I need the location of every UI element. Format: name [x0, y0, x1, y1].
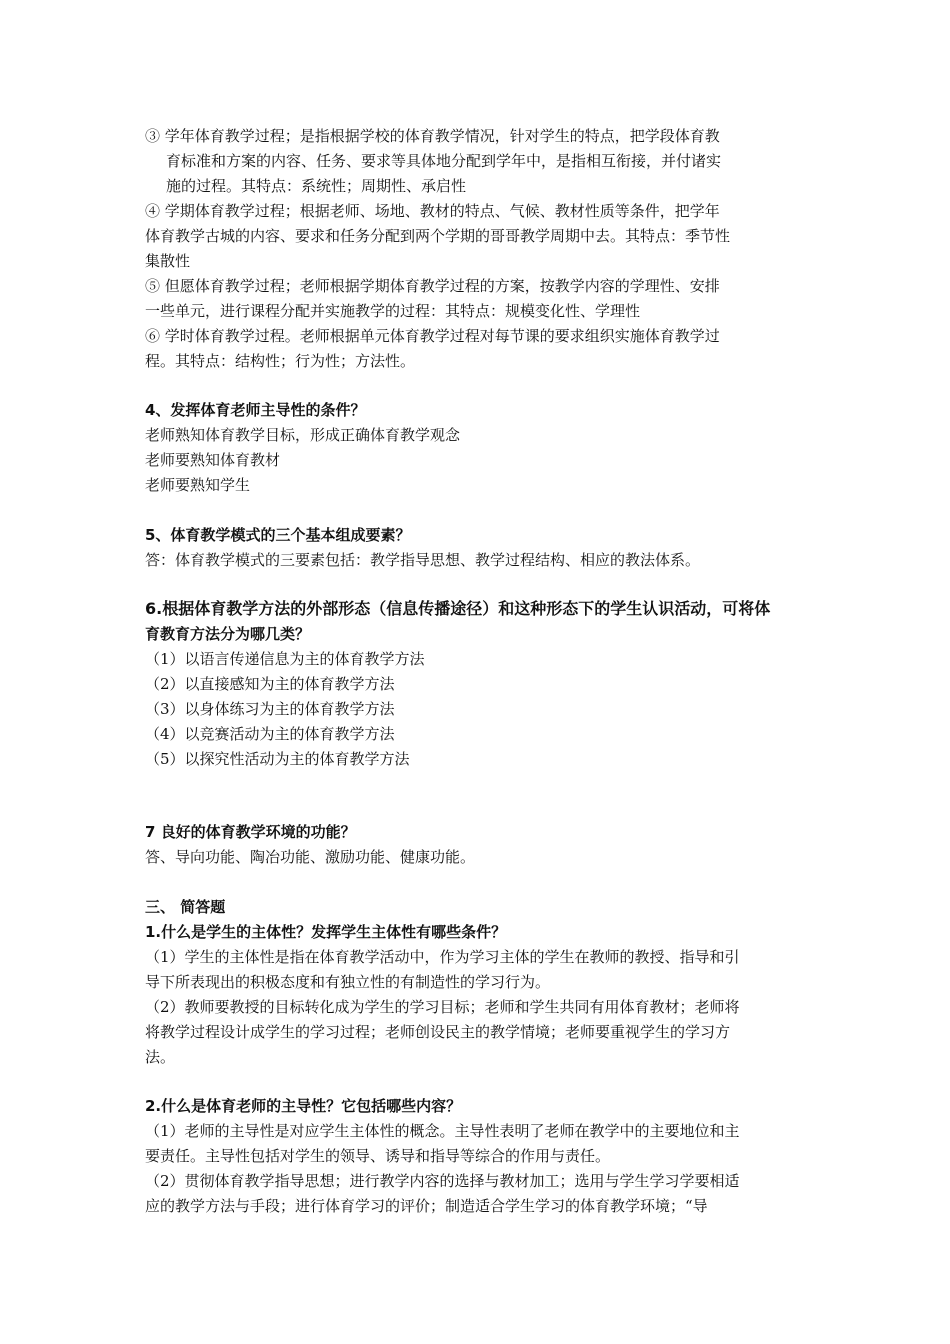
question-5-heading: 5、体育教学模式的三个基本组成要素？ [145, 526, 411, 544]
short-answer-2-line-2: 要责任。主导性包括对学生的领导、诱导和指导等综合的作用与责任。 [145, 1147, 611, 1165]
short-answer-1-line-3: （2）教师要教授的目标转化成为学生的学习目标；老师和学生共同有用体育教材；老师将 [145, 998, 740, 1016]
short-answer-1-line-2: 导下所表现出的积极态度和有独立性的有制造性的学习行为。 [145, 973, 551, 991]
item-3-line-2: 育标准和方案的内容、任务、要求等具体地分配到学年中，是指相互衔接，并付诸实 [166, 152, 722, 170]
short-answer-1-line-4: 将教学过程设计成学生的学习过程；老师创设民主的教学情境；老师要重视学生的学习方 [145, 1023, 731, 1041]
section-3-heading: 三、 简答题 [145, 898, 226, 916]
answer-7: 答、导向功能、陶冶功能、激励功能、健康功能。 [145, 848, 476, 866]
short-answer-1-heading: 1.什么是学生的主体性？发挥学生主体性有哪些条件？ [145, 923, 507, 941]
answer-5: 答：体育教学模式的三要素包括：教学指导思想、教学过程结构、相应的教法体系。 [145, 551, 701, 569]
answer-6-item-3: （3）以身体练习为主的体育教学方法 [145, 700, 395, 718]
answer-6-item-5: （5）以探究性活动为主的体育教学方法 [145, 750, 410, 768]
answer-4-line-3: 老师要熟知学生 [145, 476, 251, 494]
question-7-heading: 7 良好的体育教学环境的功能？ [145, 823, 356, 841]
short-answer-1-line-5: 法。 [145, 1048, 176, 1066]
short-answer-1-line-1: （1）学生的主体性是指在体育教学活动中，作为学习主体的学生在教师的教授、指导和引 [145, 948, 740, 966]
item-4-line-1: ④ 学期体育教学过程；根据老师、场地、教材的特点、气候、教材性质等条件，把学年 [145, 202, 720, 220]
answer-4-line-2: 老师要熟知体育教材 [145, 451, 281, 469]
item-3-line-1: ③ 学年体育教学过程；是指根据学校的体育教学情况，针对学生的特点，把学段体育教 [145, 127, 720, 145]
item-6-line-1: ⑥ 学时体育教学过程。老师根据单元体育教学过程对每节课的要求组织实施体育教学过 [145, 327, 720, 345]
short-answer-2-heading: 2.什么是体育老师的主导性？它包括哪些内容？ [145, 1097, 462, 1115]
question-6-heading-line-2: 育教育方法分为哪几类？ [145, 625, 311, 643]
item-5-line-1: ⑤ 但愿体育教学过程；老师根据学期体育教学过程的方案，按教学内容的学理性、安排 [145, 277, 720, 295]
answer-4-line-1: 老师熟知体育教学目标，形成正确体育教学观念 [145, 426, 461, 444]
item-5-line-2: 一些单元，进行课程分配并实施教学的过程：其特点：规模变化性、学理性 [145, 302, 641, 320]
answer-6-item-4: （4）以竞赛活动为主的体育教学方法 [145, 725, 395, 743]
item-6-line-2: 程。其特点：结构性；行为性；方法性。 [145, 352, 416, 370]
question-6-heading-line-1: 6.根据体育教学方法的外部形态（信息传播途径）和这种形态下的学生认识活动，可将体 [145, 599, 771, 618]
answer-6-item-1: （1）以语言传递信息为主的体育教学方法 [145, 650, 425, 668]
item-4-line-2: 体育教学古城的内容、要求和任务分配到两个学期的哥哥教学周期中去。其特点：季节性 [145, 227, 731, 245]
item-3-line-3: 施的过程。其特点：系统性；周期性、承启性 [166, 177, 467, 195]
question-4-heading: 4、发挥体育老师主导性的条件？ [145, 401, 366, 419]
short-answer-2-line-1: （1）老师的主导性是对应学生主体性的概念。主导性表明了老师在教学中的主要地位和主 [145, 1122, 740, 1140]
answer-6-item-2: （2）以直接感知为主的体育教学方法 [145, 675, 395, 693]
short-answer-2-line-3: （2）贯彻体育教学指导思想；进行教学内容的选择与教材加工；选用与学生学习学要相适 [145, 1172, 740, 1190]
short-answer-2-line-4: 应的教学方法与手段；进行体育学习的评价；制造适合学生学习的体育教学环境；“导 [145, 1197, 708, 1215]
item-4-line-3: 集散性 [145, 252, 191, 270]
